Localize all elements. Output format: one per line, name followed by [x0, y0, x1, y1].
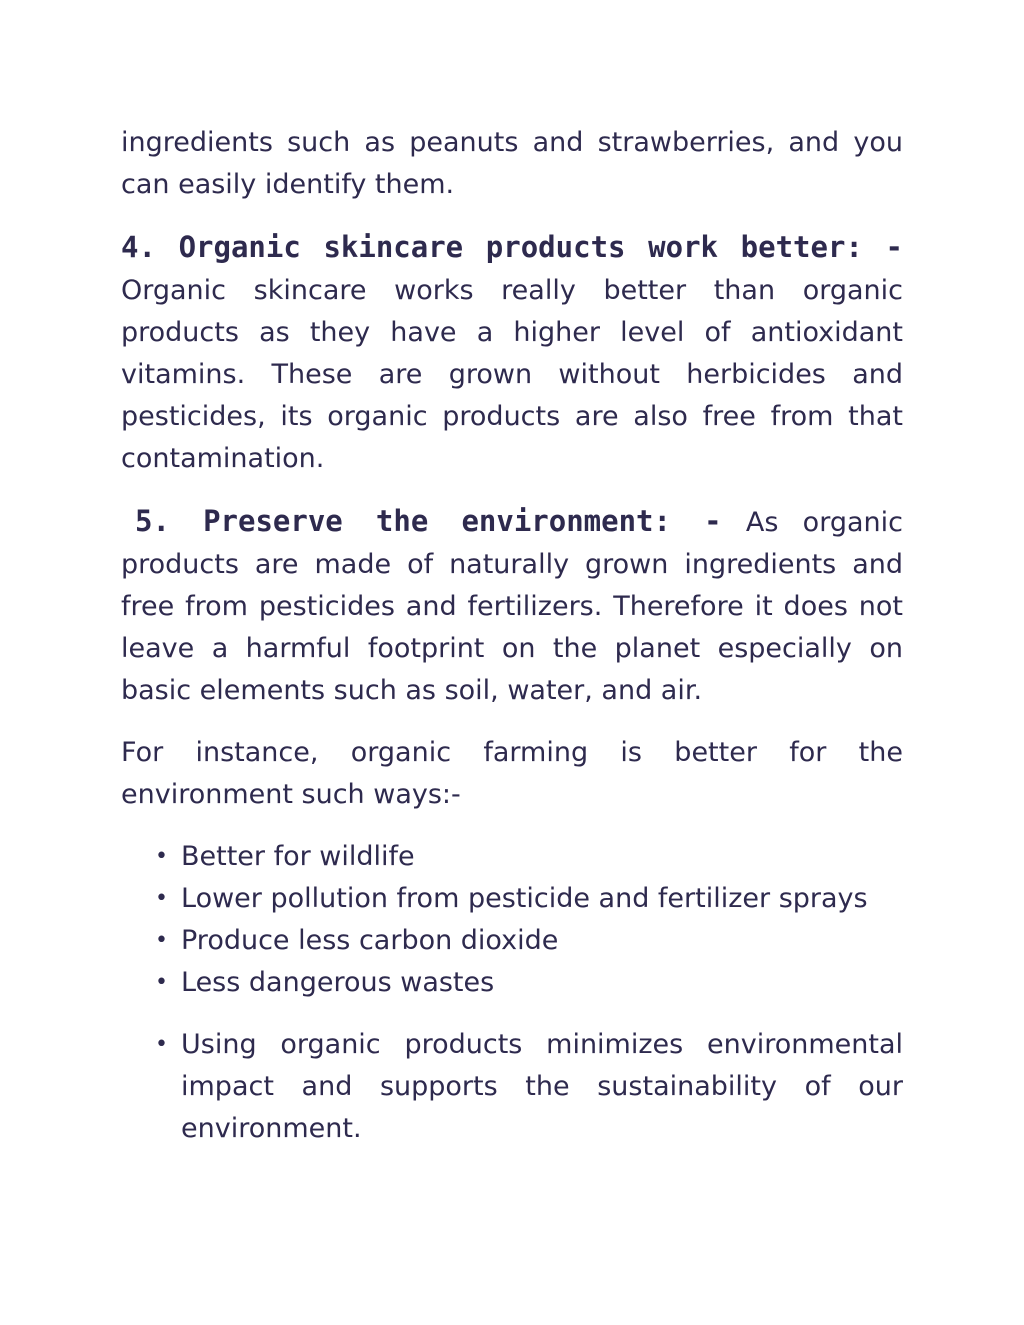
- list-item: • Better for wildlife: [121, 836, 903, 878]
- final-list: [121, 1024, 903, 1150]
- list-item: • Produce less carbon dioxide: [121, 920, 903, 962]
- instance-paragraph: For instance, organic farming is better for the environment such ways:-: [121, 737, 903, 810]
- section-4-body: Organic skincare works really better than organic products as they have a higher level of antioxidant vitamins. These are grown without herbicides and pesticides, its organic products are also free from that contamination.: [121, 275, 903, 474]
- section-4-paragraph: [121, 226, 903, 480]
- section-4-heading: 4. Organic skincare products work better: -: [121, 230, 903, 264]
- list-item: • Less dangerous wastes: [121, 962, 903, 1004]
- list-item: • Lower pollution from pesticide and fertilizer sprays: [121, 878, 903, 920]
- section-5-body: As organic products are made of naturally grown ingredients and free from pesticides and fertilizers. Therefore it does not leave a harmful footprint on the planet especially on basic elements such as soil, water, and air.: [121, 507, 903, 706]
- section-5-paragraph: [121, 500, 903, 712]
- list-item: • Using organic products minimizes environmental impact and supports the sustainability of our environment.: [121, 1024, 903, 1150]
- benefits-list: [121, 836, 903, 1004]
- section-5-heading: 5. Preserve the environment: -: [135, 504, 722, 538]
- document-page: [121, 122, 903, 1150]
- intro-paragraph: ingredients such as peanuts and strawberries, and you can easily identify them.: [121, 127, 903, 200]
